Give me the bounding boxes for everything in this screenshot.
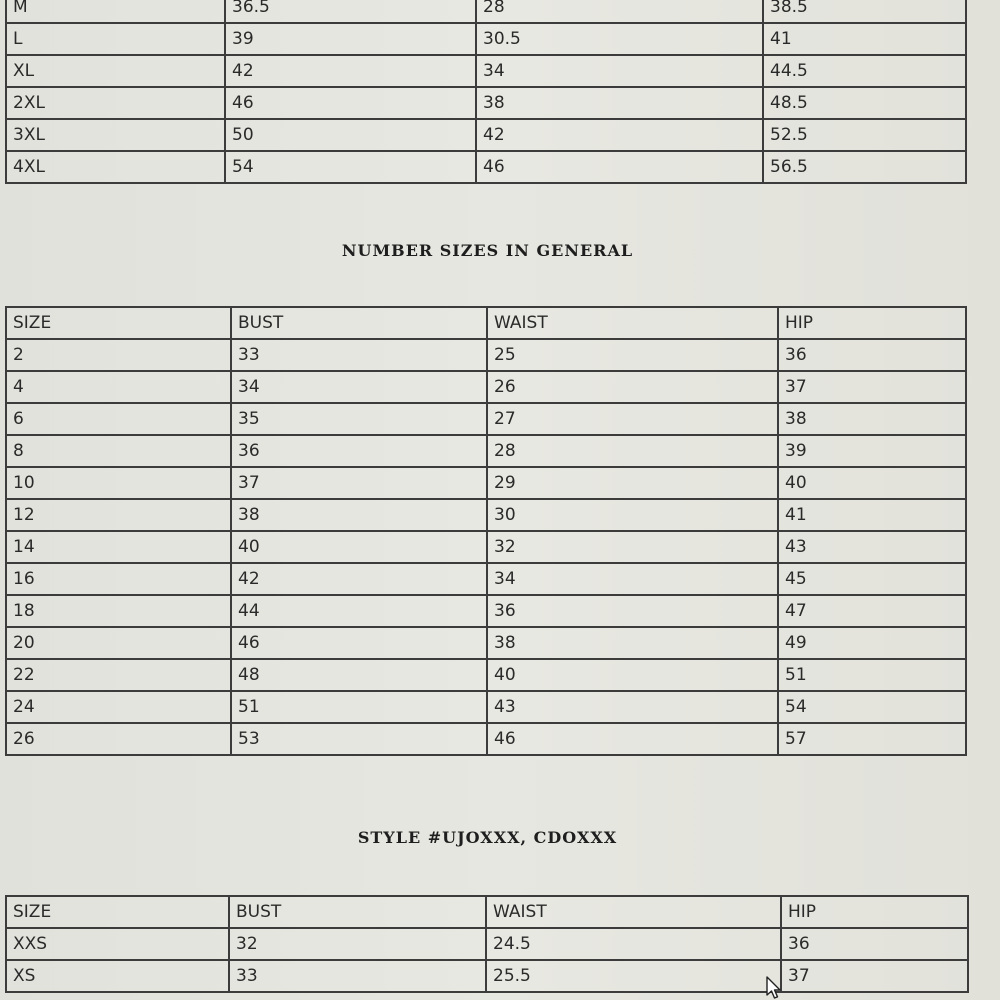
table-cell: 39 — [225, 23, 476, 55]
table-row — [6, 960, 968, 992]
mouse-cursor-icon — [765, 976, 783, 1000]
table-cell: 24.5 — [486, 928, 781, 960]
table-cell: L — [6, 23, 225, 55]
table-cell: 51 — [231, 691, 487, 723]
table-cell: 36 — [487, 595, 778, 627]
table-cell: XL — [6, 55, 225, 87]
column-header-hip: HIP — [778, 307, 966, 339]
table-cell: 24 — [6, 691, 231, 723]
table-cell: 40 — [231, 531, 487, 563]
table-cell: 36.5 — [225, 0, 476, 23]
table-cell: 42 — [225, 55, 476, 87]
table-cell: 14 — [6, 531, 231, 563]
table-cell: 12 — [6, 499, 231, 531]
table-cell: 50 — [225, 119, 476, 151]
table-cell: 29 — [487, 467, 778, 499]
table-cell: 46 — [476, 151, 763, 183]
column-header-waist: WAIST — [487, 307, 778, 339]
section-heading-number-sizes: NUMBER SIZES IN GENERAL — [341, 241, 634, 260]
column-header-size: SIZE — [6, 896, 229, 928]
table-cell: 46 — [225, 87, 476, 119]
table-cell: 42 — [476, 119, 763, 151]
table-row — [6, 23, 966, 55]
table-cell: 40 — [487, 659, 778, 691]
table-cell: 32 — [487, 531, 778, 563]
table-cell: 38.5 — [763, 0, 966, 23]
table-header-row — [6, 307, 966, 339]
table-cell: 38 — [476, 87, 763, 119]
table-cell: 52.5 — [763, 119, 966, 151]
table-cell: 38 — [231, 499, 487, 531]
table-cell: 53 — [231, 723, 487, 755]
section-heading-style: STYLE #UJOXXX, CDOXXX — [357, 828, 618, 847]
table-row — [6, 119, 966, 151]
table-cell: 2XL — [6, 87, 225, 119]
table-row — [6, 0, 966, 23]
table-row — [6, 691, 966, 723]
table-cell: 25 — [487, 339, 778, 371]
table-row — [6, 595, 966, 627]
table-row — [6, 928, 968, 960]
table-row — [6, 499, 966, 531]
table-cell: 37 — [781, 960, 968, 992]
table-cell: 27 — [487, 403, 778, 435]
table-cell: 54 — [225, 151, 476, 183]
table-cell: 48.5 — [763, 87, 966, 119]
alpha-size-table — [5, 0, 967, 184]
table-row — [6, 55, 966, 87]
table-row — [6, 467, 966, 499]
table-row — [6, 627, 966, 659]
table-cell: 16 — [6, 563, 231, 595]
table-cell: 26 — [487, 371, 778, 403]
table-cell: 30.5 — [476, 23, 763, 55]
table-row — [6, 339, 966, 371]
table-cell: 36 — [781, 928, 968, 960]
table-row — [6, 723, 966, 755]
column-header-bust: BUST — [231, 307, 487, 339]
table-cell: 43 — [778, 531, 966, 563]
table-cell: 42 — [231, 563, 487, 595]
table-cell: 6 — [6, 403, 231, 435]
table-cell: 43 — [487, 691, 778, 723]
table-cell: 46 — [231, 627, 487, 659]
column-header-bust: BUST — [229, 896, 486, 928]
column-header-waist: WAIST — [486, 896, 781, 928]
table-cell: 8 — [6, 435, 231, 467]
table-cell: 35 — [231, 403, 487, 435]
table-header-row — [6, 896, 968, 928]
table-cell: 4 — [6, 371, 231, 403]
table-cell: 38 — [487, 627, 778, 659]
table-cell: 45 — [778, 563, 966, 595]
table-cell: 41 — [778, 499, 966, 531]
table-cell: 4XL — [6, 151, 225, 183]
table-row — [6, 151, 966, 183]
table-cell: 57 — [778, 723, 966, 755]
table-row — [6, 87, 966, 119]
table-row — [6, 563, 966, 595]
table-cell: 40 — [778, 467, 966, 499]
table-cell: 51 — [778, 659, 966, 691]
table-cell: XXS — [6, 928, 229, 960]
table-cell: 32 — [229, 928, 486, 960]
style-size-table — [5, 895, 969, 993]
table-cell: 33 — [231, 339, 487, 371]
table-cell: 34 — [476, 55, 763, 87]
table-cell: 37 — [231, 467, 487, 499]
table-cell: 38 — [778, 403, 966, 435]
table-cell: 46 — [487, 723, 778, 755]
table-cell: 39 — [778, 435, 966, 467]
table-cell: 47 — [778, 595, 966, 627]
table-cell: 37 — [778, 371, 966, 403]
table-cell: 25.5 — [486, 960, 781, 992]
table-cell: 26 — [6, 723, 231, 755]
table-cell: 28 — [476, 0, 763, 23]
table-cell: 34 — [231, 371, 487, 403]
number-size-table — [5, 306, 967, 756]
table-cell: 3XL — [6, 119, 225, 151]
table-row — [6, 659, 966, 691]
table-cell: XS — [6, 960, 229, 992]
column-header-hip: HIP — [781, 896, 968, 928]
table-cell: 34 — [487, 563, 778, 595]
table-cell: 54 — [778, 691, 966, 723]
table-cell: 48 — [231, 659, 487, 691]
table-row — [6, 371, 966, 403]
table-cell: 2 — [6, 339, 231, 371]
table-cell: M — [6, 0, 225, 23]
table-cell: 49 — [778, 627, 966, 659]
table-row — [6, 531, 966, 563]
table-cell: 22 — [6, 659, 231, 691]
table-cell: 10 — [6, 467, 231, 499]
table-cell: 18 — [6, 595, 231, 627]
table-cell: 28 — [487, 435, 778, 467]
table-row — [6, 403, 966, 435]
table-cell: 36 — [231, 435, 487, 467]
table-cell: 44.5 — [763, 55, 966, 87]
table-row — [6, 435, 966, 467]
table-cell: 44 — [231, 595, 487, 627]
column-header-size: SIZE — [6, 307, 231, 339]
table-cell: 56.5 — [763, 151, 966, 183]
table-cell: 20 — [6, 627, 231, 659]
table-cell: 33 — [229, 960, 486, 992]
table-cell: 36 — [778, 339, 966, 371]
table-cell: 30 — [487, 499, 778, 531]
table-cell: 41 — [763, 23, 966, 55]
